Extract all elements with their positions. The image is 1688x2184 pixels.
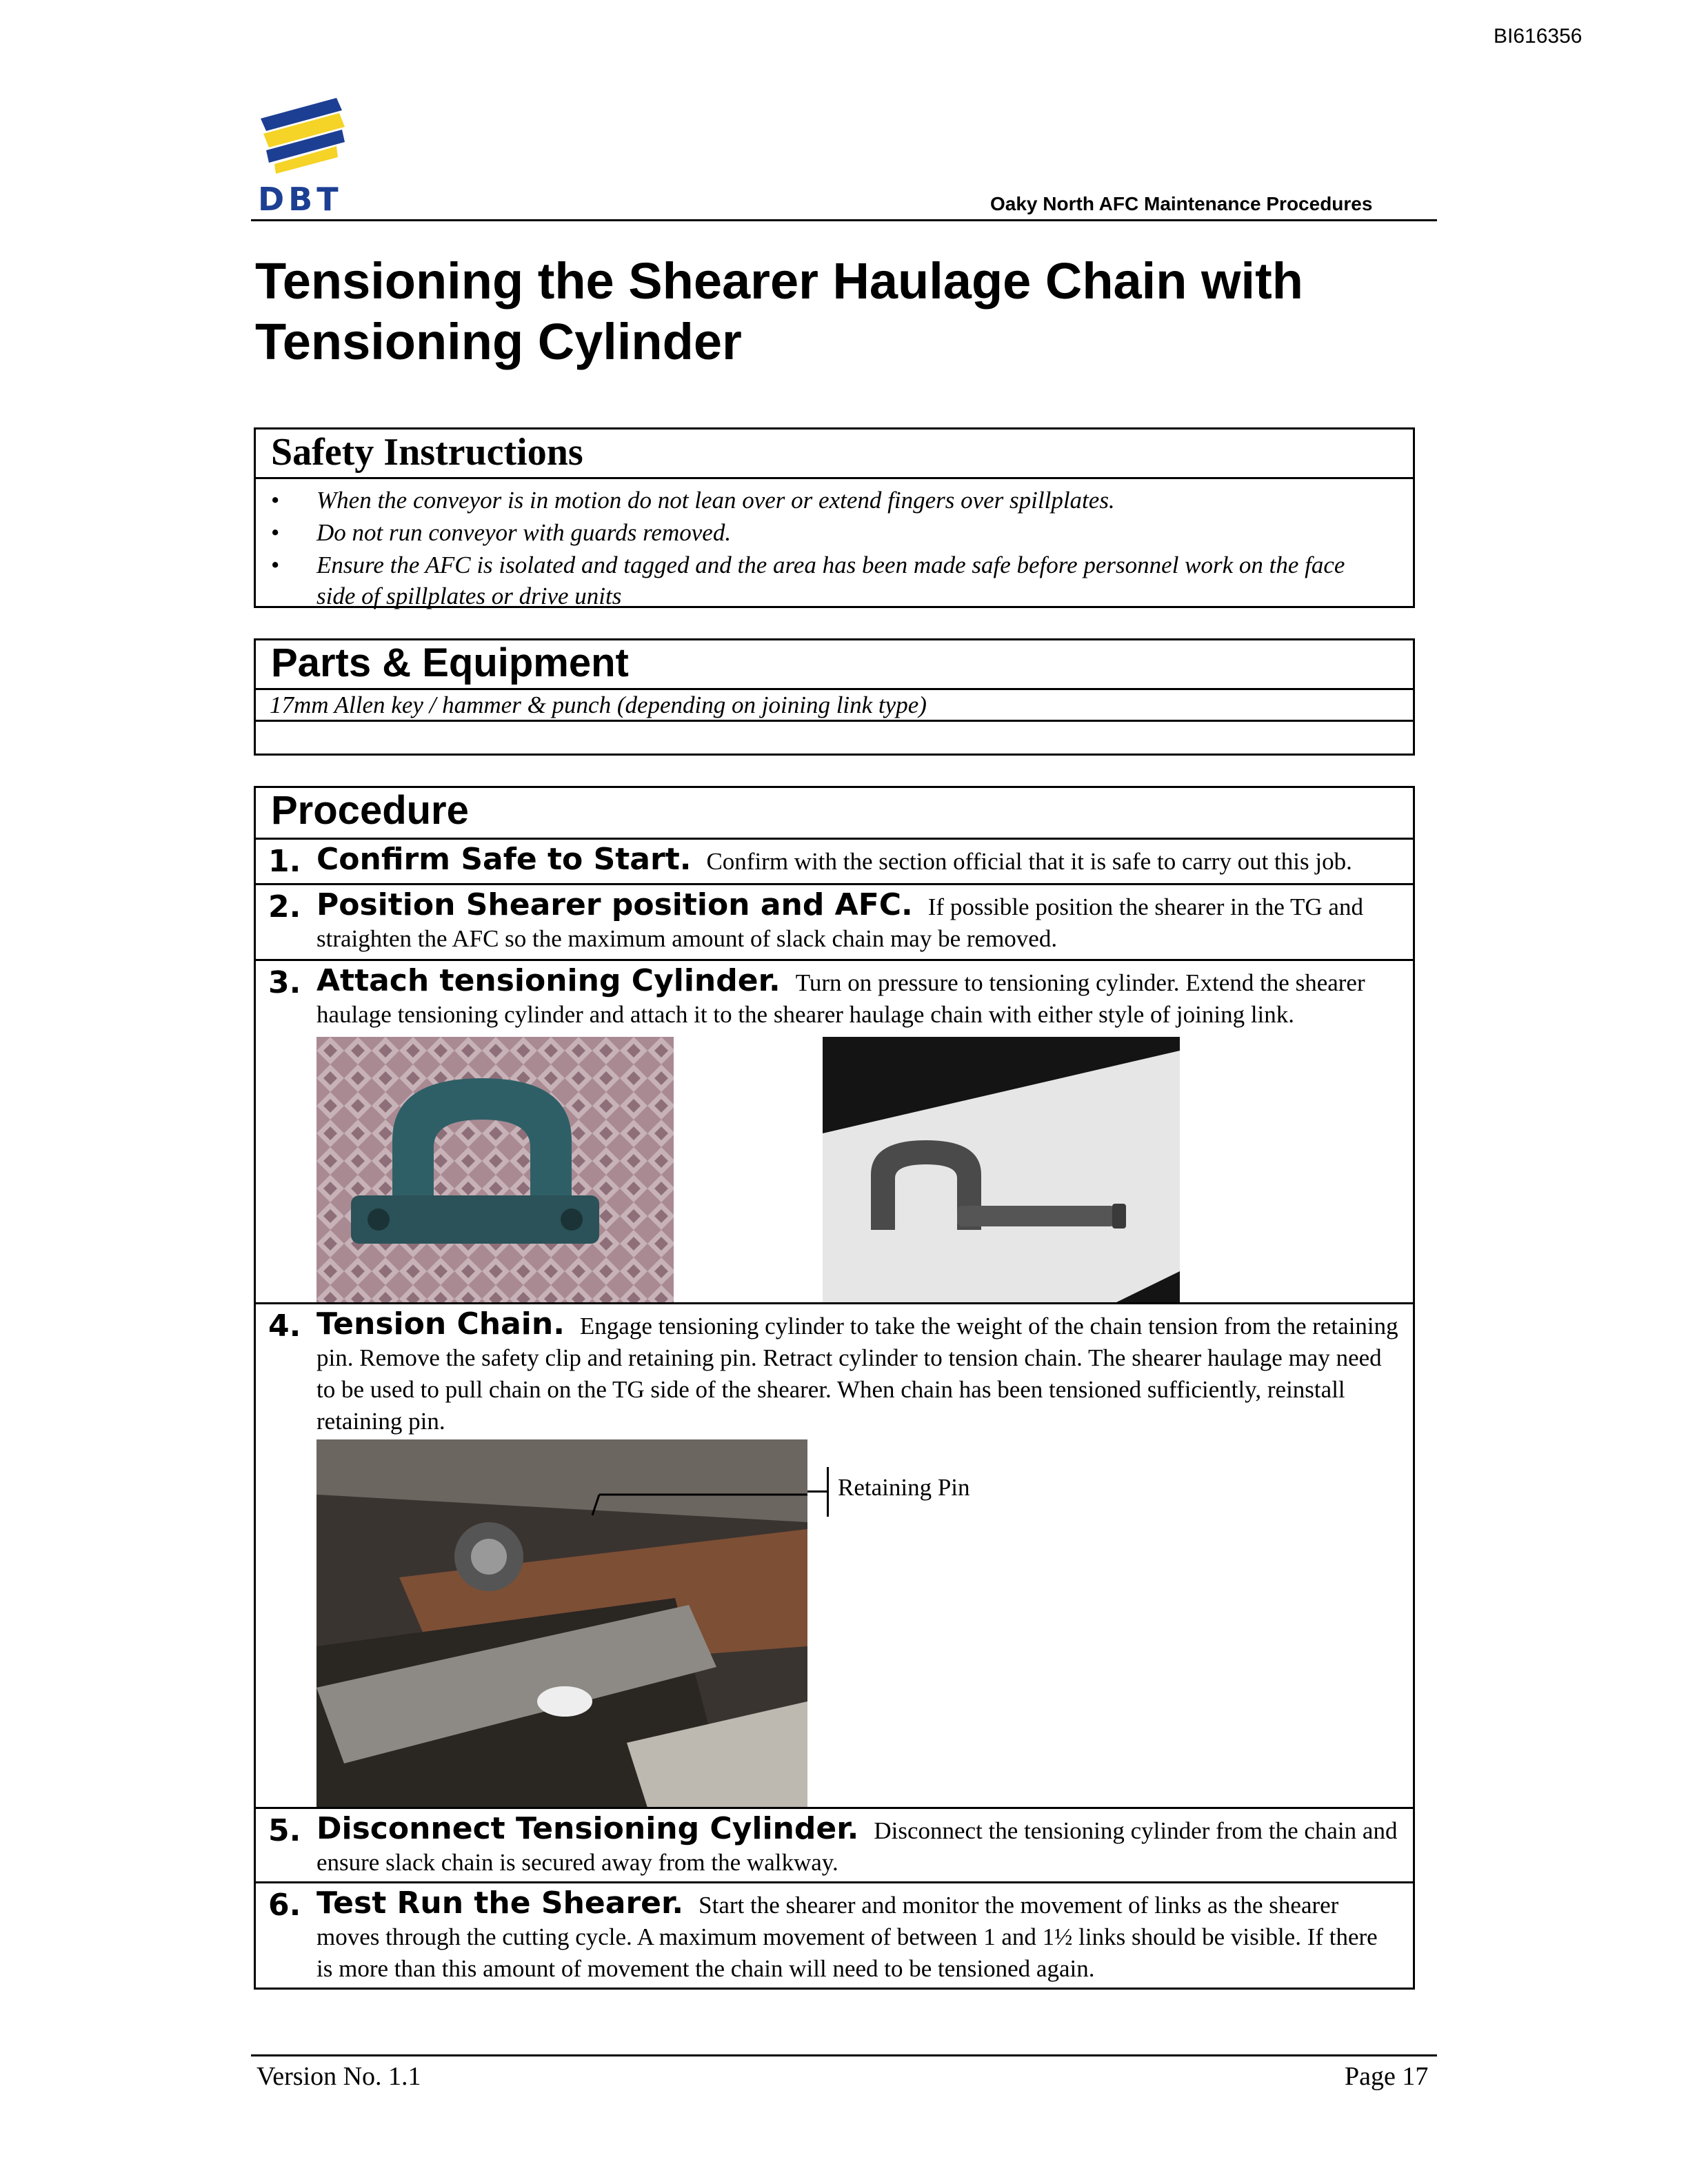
footer-divider [251, 2054, 1437, 2056]
step-body [316, 889, 1399, 955]
callout-leader [807, 1490, 828, 1493]
procedure-heading: Procedure [271, 788, 469, 833]
step-title: Disconnect Tensioning Cylinder. [316, 1811, 859, 1846]
retaining-pin-callout: Retaining Pin [838, 1474, 970, 1501]
step-title: Position Shearer position and AFC. [316, 887, 913, 922]
step-body [316, 1885, 1399, 1985]
document-id: BI616356 [1494, 25, 1582, 48]
header-divider [251, 219, 1437, 221]
step-text: Disconnect the tensioning cylinder from the chain and ensure slack chain is secured away from the walkway. [316, 1817, 1398, 1876]
step-number: 4. [268, 1308, 301, 1344]
step-text: Start the shearer and monitor the movement of links as the shearer moves through the cutting cycle. A maximum movement of between 1 and 1½ links should be visible. If there is more than this amount of movement the chain will need to be tensioned again. [316, 1892, 1378, 1982]
safety-item: • Ensure the AFC is isolated and tagged and the area has been made safe before personnel work on the face side of spillplates or drive units [256, 549, 1413, 611]
step-body [316, 965, 1399, 1031]
joining-link-photo-1 [316, 1037, 674, 1304]
footer-version: Version No. 1.1 [257, 2062, 421, 2091]
safety-heading: Safety Instructions [256, 429, 1413, 479]
step-number: 6. [268, 1888, 301, 1923]
step-body [316, 1308, 1399, 1437]
step-text: Turn on pressure to tensioning cylinder. Extend the shearer haulage tensioning cylinder and attach it to the shearer haulage chain with either style of joining link. [316, 969, 1365, 1028]
procedure-step [256, 1807, 1413, 1881]
parts-heading: Parts & Equipment [256, 640, 1413, 690]
step-number: 2. [268, 889, 301, 924]
procedure-step [256, 1881, 1413, 1988]
bullet-icon: • [271, 552, 280, 578]
step-title: Tension Chain. [316, 1306, 565, 1342]
safety-item: • When the conveyor is in motion do not lean over or extend fingers over spillplates. [256, 485, 1413, 516]
procedure-step [256, 1302, 1413, 1807]
page-title-line-1: Tensioning the Shearer Haulage Chain with [255, 252, 1303, 310]
logo-text: DBT [258, 181, 343, 218]
step-text: Engage tensioning cylinder to take the weight of the chain tension from the retaining pin. Remove the safety clip and retaining pin. Retract cylinder to tension chain. The shearer haulage may need to be used to pull chain on the TG side of the shearer. When chain has been tensioned sufficiently, reinstall retaining pin. [316, 1313, 1398, 1435]
step-number: 3. [268, 965, 301, 1000]
step-title: Confirm Safe to Start. [316, 842, 692, 877]
step-text: Confirm with the section official that it is safe to carry out this job. [706, 848, 1352, 875]
retaining-pin-photo [316, 1439, 807, 1808]
safety-instructions-box [254, 427, 1415, 608]
step-body [316, 1813, 1399, 1879]
step-title: Attach tensioning Cylinder. [316, 963, 781, 998]
page-number: Page 17 [1345, 2062, 1429, 2091]
bullet-icon: • [271, 519, 280, 546]
procedure-step [256, 959, 1413, 1302]
parts-item: 17mm Allen key / hammer & punch (depending on joining link type) [256, 690, 1413, 722]
step-body [316, 844, 1399, 878]
procedure-box [254, 786, 1415, 1990]
safety-list [256, 479, 1413, 611]
joining-link-photo-2 [823, 1037, 1180, 1304]
step-text: If possible position the shearer in the TG and straighten the AFC so the maximum amount of slack chain may be removed. [316, 893, 1363, 952]
bullet-icon: • [271, 487, 280, 514]
step-title: Test Run the Shearer. [316, 1885, 684, 1921]
procedure-step [256, 838, 1413, 883]
step-number: 1. [268, 844, 301, 879]
step-number: 5. [268, 1813, 301, 1848]
parts-equipment-box [254, 638, 1415, 756]
page-title-line-2: Tensioning Cylinder [255, 313, 742, 370]
page-title [255, 251, 1427, 372]
procedure-step [256, 883, 1413, 959]
safety-item: • Do not run conveyor with guards removed. [256, 517, 1413, 548]
header-title: Oaky North AFC Maintenance Procedures [990, 193, 1373, 214]
